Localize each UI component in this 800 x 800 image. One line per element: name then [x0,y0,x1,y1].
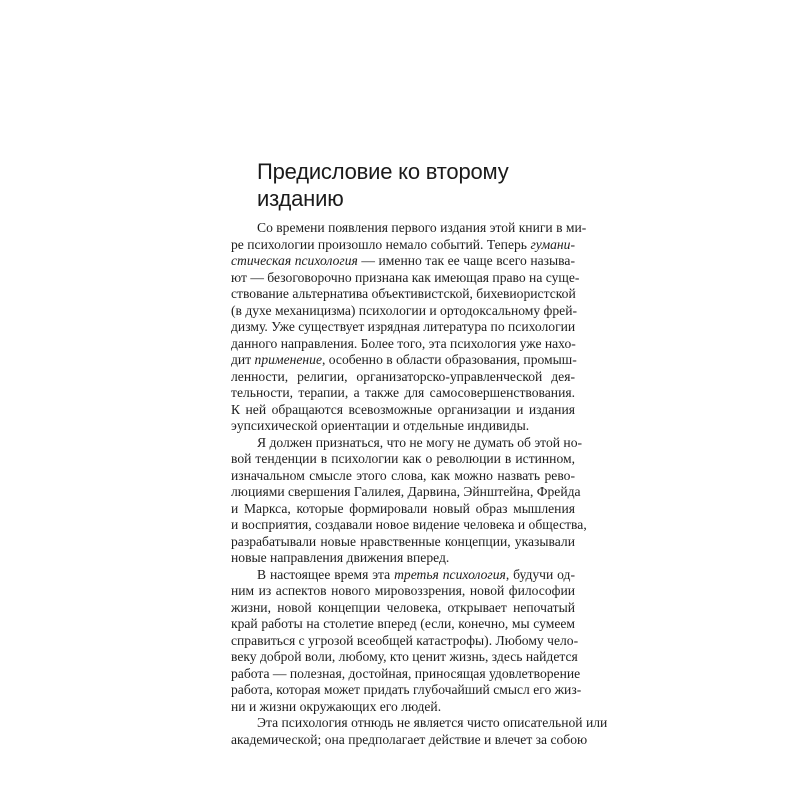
text-segment: данного направления. Более того, эта психология уже нахо- [231,335,576,351]
text-segment: изначальном смысле этого слова, как можно назвать рево- [231,467,575,483]
text-segment: край работы на столетие вперед (если, конечно, мы сумеем [231,616,575,631]
text-segment: веку доброй воли, любому, кто ценит жизнь, здесь найдется [231,649,578,664]
text-segment: , будучи од- [505,566,576,582]
text-line [231,567,575,584]
text-line [231,418,575,435]
text-segment: новые направления движения вперед. [231,550,450,565]
text-line [231,352,575,369]
text-segment: ют — безоговорочно признана как имеющая право на суще- [231,269,580,285]
text-segment: Со времени появления первого издания этой книги в ми- [257,220,587,235]
text-segment: работа — полезная, достойная, приносящая удовлетворение [231,665,581,681]
text-line [231,715,608,732]
text-line [231,385,575,402]
text-line [231,237,575,254]
chapter-heading [257,158,575,212]
text-line [231,600,575,617]
chapter-heading-line-2: изданию [257,186,344,211]
text-line [231,517,587,534]
text-segment: справиться с угрозой всеобщей катастрофы). Любому чело- [231,632,579,648]
text-segment: вой тенденции в психологии как о революции в истинном, [231,451,575,466]
text-segment: Я должен признаться, что не могу не думать об этой но- [257,434,583,450]
text-segment: ре психологии произошло немало событий. Теперь [231,236,531,252]
text-line [231,649,578,666]
text-segment: и восприятия, создавали новое видение человека и общества, [231,517,587,532]
text-segment: (в духе механицизма) психологии и ортодоксальному фрей- [231,302,578,318]
text-segment: академической; она предполагает действие и влечет за собою [231,731,588,747]
text-line [231,534,575,551]
text-line [231,731,588,749]
text-line [231,665,581,683]
text-line [231,302,578,320]
text-line [231,583,575,600]
text-line [231,699,575,716]
emphasis: гумани- [530,236,575,252]
page-content [231,158,608,748]
text-line [231,632,579,650]
text-segment: ленности, религии, организаторско-управленческой дея- [231,368,575,384]
paragraph [231,434,587,567]
paragraph [231,566,582,716]
paragraph [231,220,587,435]
text-line [231,451,575,468]
chapter-heading-line-1: Предисловие ко второму [257,159,509,184]
text-line [231,269,580,287]
text-segment: В настоящее время эта [257,566,395,582]
text-segment: ним из аспектов нового мировоззрения, новой философии [231,583,575,598]
text-segment: ствование альтернатива объективистской, бихевиористской [231,286,576,301]
text-segment: тельности, терапии, а также для самосовершенствования. [231,385,575,400]
text-segment: жизни, новой концепции человека, открывает непочатый [231,599,575,615]
text-line [231,253,575,270]
text-line [231,220,587,237]
text-line [231,616,575,633]
text-line [231,550,575,567]
text-line [231,682,582,699]
emphasis: третья психология [394,566,506,582]
text-segment: люциями свершения Галилея, Дарвина, Эйнштейна, Фрейда [231,484,581,499]
text-line [231,286,575,303]
text-line [231,484,581,501]
text-segment: разрабатывали новые нравственные концепции, указывали [231,533,575,549]
emphasis: применение [254,352,322,367]
text-line [231,369,575,386]
text-segment: Эта психология отнюдь не является чисто описательной или [257,715,608,730]
body-text [231,220,608,748]
text-segment: эупсихической ориентации и отдельные индивиды. [231,418,530,433]
text-line [231,402,575,419]
text-line [231,501,575,518]
text-line [231,336,575,353]
text-segment: — именно так ее чаще всего называ- [357,253,575,268]
text-segment: ни и жизни окружающих его людей. [231,698,442,714]
emphasis: стическая психология [231,253,358,268]
text-line [231,434,583,452]
text-line [231,319,575,336]
text-segment: , особенно в области образования, промыш- [321,352,577,367]
text-segment: К ней обращаются всевозможные организации и издания [231,401,575,417]
text-segment: дизму. Уже существует изрядная литература по психологии [231,319,576,334]
text-segment: и Маркса, которые формировали новый образ мышления [231,500,575,516]
text-segment: работа, которая может придать глубочайший смысл его жиз- [231,682,582,697]
text-line [231,468,575,485]
text-segment: дит [231,352,255,367]
paragraph [231,715,608,748]
